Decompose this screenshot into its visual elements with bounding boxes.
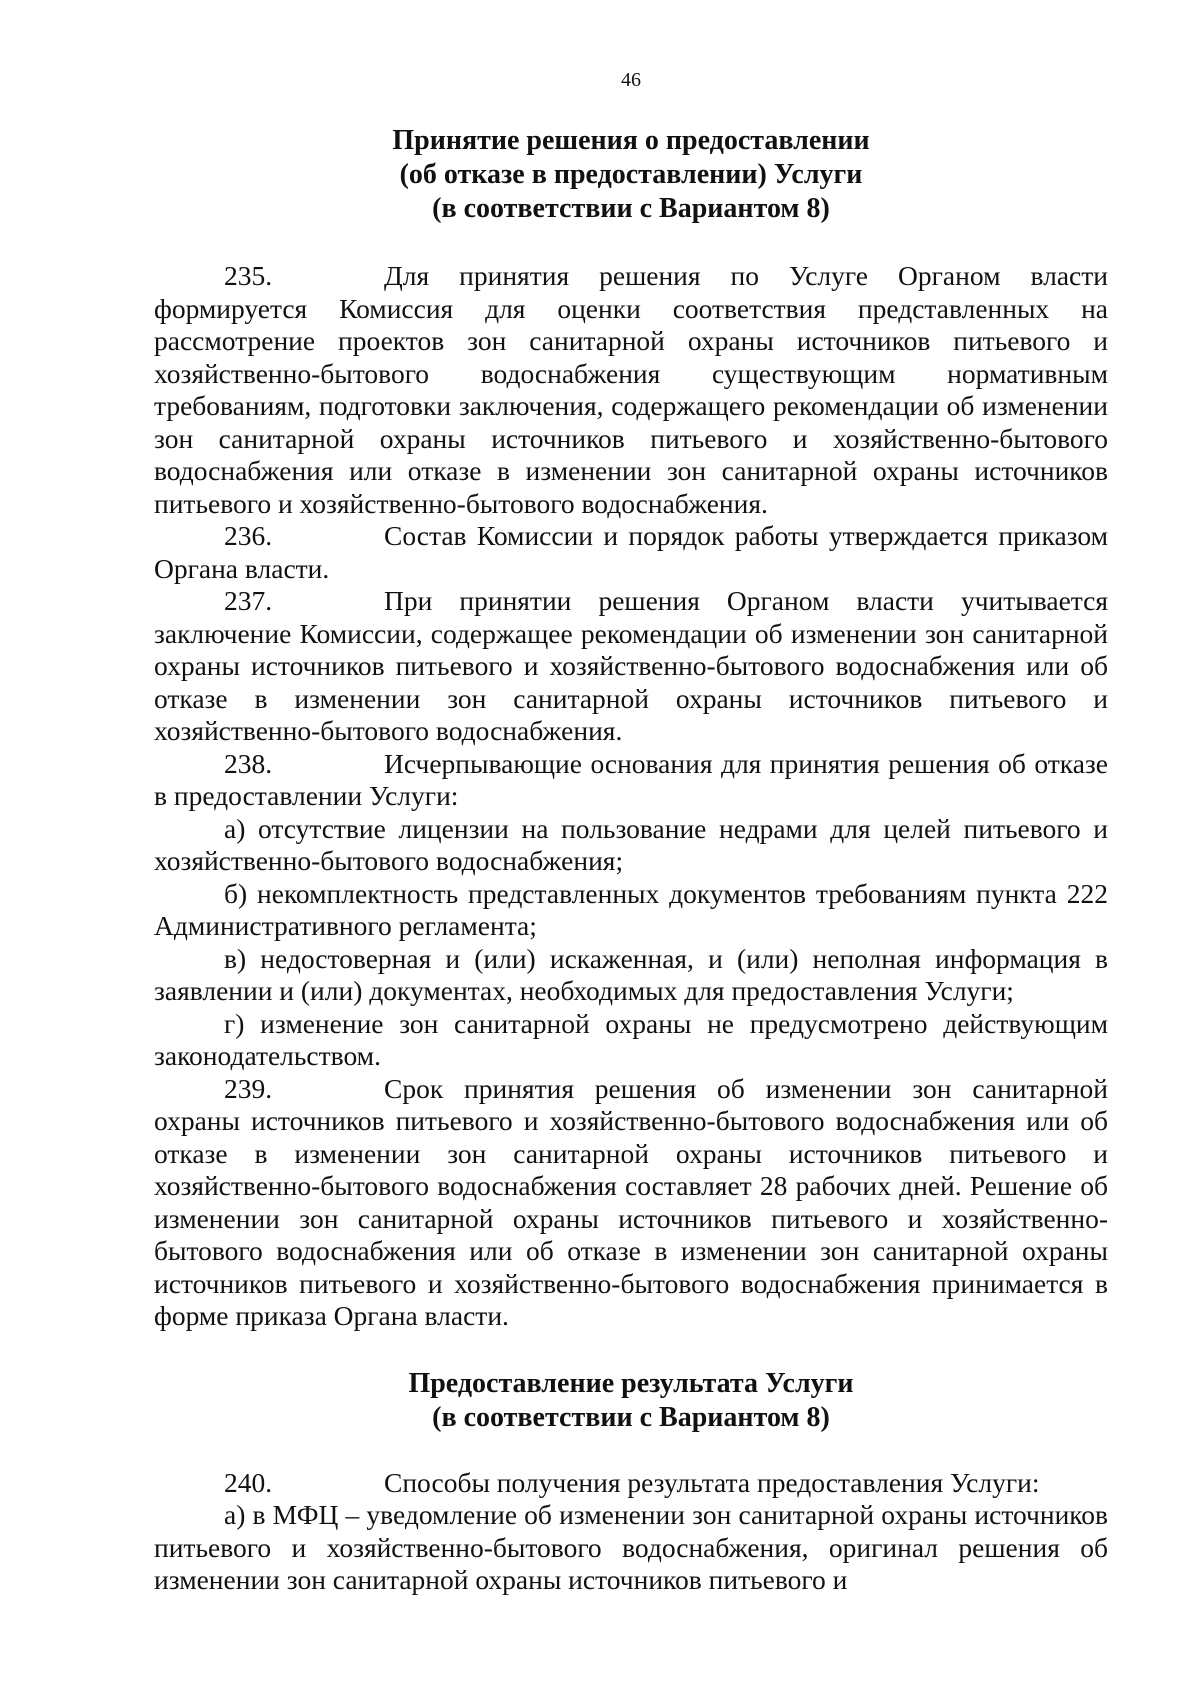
paragraph-240 (154, 1467, 1108, 1500)
heading-line: (в соответствии с Вариантом 8) (432, 193, 830, 224)
paragraph-text: Способы получения результата предоставления Услуги: (384, 1466, 1040, 1498)
section-heading-result (154, 1367, 1108, 1435)
ground-item-a: а) отсутствие лицензии на пользование недрами для целей питьевого и хозяйственно-бытового водоснабжения; (154, 812, 1108, 876)
paragraph-text: Срок принятия решения об изменении зон санитарной охраны источников питьевого и хозяйственно-бытового водоснабжения или об отказе в изменении зон санитарной охраны источников питьевого и хозяйственно-бытового водоснабжения составляет 28 рабочих дней. Решение об изменении зон санитарной охраны источников питьевого и хозяйственно-бытового водоснабжения или об отказе в изменении зон санитарной охраны источников питьевого и хозяйственно-бытового водоснабжения принимается в форме приказа Органа власти. (154, 1072, 1108, 1331)
paragraph-number: 236. (224, 520, 273, 551)
paragraph-number: 239. (224, 1072, 273, 1104)
paragraph-number: 240. (224, 1466, 273, 1498)
heading-line: (об отказе в предоставлении) Услуги (399, 159, 863, 190)
heading-line: Принятие решения о предоставлении (392, 125, 870, 156)
paragraph-237 (154, 585, 1108, 748)
heading-line: (в соответствии с Вариантом 8) (432, 1401, 830, 1433)
paragraph-239 (154, 1073, 1108, 1333)
paragraph-number: 238. (224, 747, 273, 779)
section-heading-decision (154, 124, 1108, 226)
paragraph-number: 235. (224, 260, 273, 291)
paragraph-236 (154, 520, 1108, 585)
paragraph-text: При принятии решения Органом власти учитывается заключение Комиссии, содержащее рекомендации об изменении зон санитарной охраны источников питьевого и хозяйственно-бытового водоснабжения или об отказе в изменении зон санитарной охраны источников питьевого и хозяйственно-бытового водоснабжения. (154, 585, 1108, 746)
paragraph-238 (154, 748, 1108, 813)
heading-line: Предоставление результата Услуги (408, 1367, 854, 1399)
paragraph-text: Состав Комиссии и порядок работы утверждается приказом Органа власти. (154, 520, 1108, 584)
result-item-a: а) в МФЦ – уведомление об изменении зон санитарной охраны источников питьевого и хозяйственно-бытового водоснабжения, оригинал решения об изменении зон санитарной охраны источников питьевого и (154, 1499, 1108, 1595)
ground-item-b: б) некомплектность представленных документов требованиям пункта 222 Административного регламента; (154, 877, 1108, 941)
ground-item-g: г) изменение зон санитарной охраны не предусмотрено действующим законодательством. (154, 1007, 1108, 1071)
paragraph-235 (154, 260, 1108, 520)
paragraph-number: 237. (224, 585, 273, 616)
paragraph-text: Для принятия решения по Услуге Органом власти формируется Комиссия для оценки соответствия представленных на рассмотрение проектов зон санитарной охраны источников питьевого и хозяйственно-бытового водоснабжения существующим нормативным требованиям, подготовки заключения, содержащего рекомендации об изменении зон санитарной охраны источников питьевого и хозяйственно-бытового водоснабжения или отказе в изменении зон санитарной охраны источников питьевого и хозяйственно-бытового водоснабжения. (154, 260, 1108, 519)
paragraph-text: Исчерпывающие основания для принятия решения об отказе в предоставлении Услуги: (154, 747, 1108, 811)
ground-item-v: в) недостоверная и (или) искаженная, и (или) неполная информация в заявлении и (или) документах, необходимых для предоставления Услуги; (154, 942, 1108, 1006)
page-number: 46 (621, 69, 641, 91)
